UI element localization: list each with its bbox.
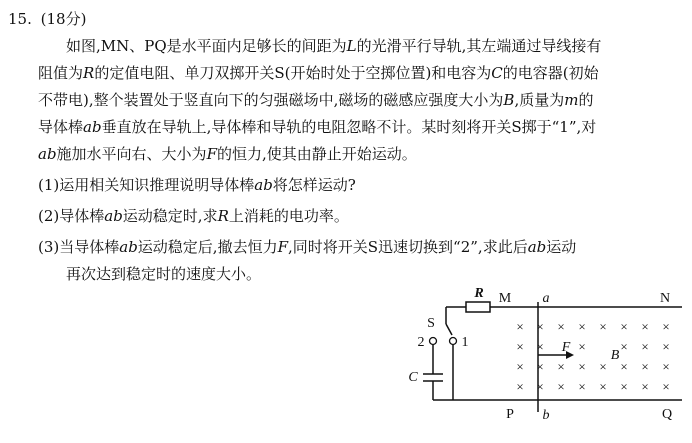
math-symbol: B [503, 91, 515, 109]
math-symbol: ab [254, 176, 273, 194]
text-run: 的 [578, 91, 594, 109]
field-cross: × [641, 379, 649, 394]
field-cross: × [662, 379, 670, 394]
text-run: ,质量为 [514, 91, 565, 109]
text-run: 运动稳定时,求 [122, 207, 218, 225]
problem-score: (18分) [40, 10, 87, 28]
switch-blade [446, 324, 452, 335]
label-1: 1 [461, 335, 469, 350]
field-cross: × [578, 339, 586, 354]
field-cross: × [620, 379, 628, 394]
magnetic-field-crosses [516, 319, 669, 394]
text-run: (2)导体棒 [38, 207, 105, 225]
field-cross: × [641, 359, 649, 374]
field-cross: × [662, 359, 670, 374]
text-run: 运动 [546, 238, 577, 256]
field-cross: × [599, 359, 607, 374]
math-symbol: ab [38, 145, 57, 163]
field-cross: × [578, 379, 586, 394]
text-run: 上消耗的电功率。 [228, 207, 349, 225]
label-r: R [474, 286, 484, 301]
label-m: M [498, 291, 512, 306]
text-run: 的恒力,使其由静止开始运动。 [216, 145, 417, 163]
field-cross: × [620, 319, 628, 334]
field-cross: × [516, 379, 524, 394]
field-cross: × [536, 379, 544, 394]
label-f: F [561, 340, 571, 355]
field-cross: × [516, 319, 524, 334]
switch-contact-2 [430, 338, 437, 345]
text-run: 运动稳定后,撤去恒力 [137, 238, 278, 256]
problem-number: 15. [8, 10, 32, 28]
label-n: N [659, 291, 671, 306]
field-cross: × [536, 339, 544, 354]
field-cross: × [662, 319, 670, 334]
switch-contact-1 [450, 338, 457, 345]
label-a: a [542, 291, 550, 306]
math-symbol: R [217, 207, 229, 225]
text-run: 导体棒 [38, 118, 84, 136]
math-symbol: ab [119, 238, 138, 256]
field-cross: × [557, 319, 565, 334]
field-cross: × [557, 359, 565, 374]
field-cross: × [641, 339, 649, 354]
field-cross: × [578, 359, 586, 374]
math-symbol: m [564, 91, 579, 109]
resistor [466, 302, 490, 312]
field-cross: × [557, 379, 565, 394]
text-run: 施加水平向右、大小为 [56, 145, 207, 163]
field-cross: × [536, 319, 544, 334]
field-cross: × [599, 379, 607, 394]
math-symbol: F [206, 145, 217, 163]
text-run: 不带电),整个装置处于竖直向下的匀强磁场中,磁场的磁感应强度大小为 [38, 91, 504, 109]
text-run: 垂直放在导轨上,导体棒和导轨的电阻忽略不计。某时刻将开关S掷于“1”,对 [101, 118, 597, 136]
text-run: 的电容器(初始 [502, 64, 599, 82]
text-run: ,同时将开关S迅速切换到“2”,求此后 [288, 238, 528, 256]
label-s: S [427, 316, 435, 331]
field-cross: × [536, 359, 544, 374]
math-symbol: R [83, 64, 95, 82]
text-run: 如图,MN、PQ是水平面内足够长的间距为 [66, 37, 347, 55]
label-q: Q [661, 407, 673, 422]
math-symbol: C [491, 64, 503, 82]
field-cross: × [620, 339, 628, 354]
field-cross: × [578, 319, 586, 334]
text-run: 的定值电阻、单刀双掷开关S(开始时处于空掷位置)和电容为 [94, 64, 492, 82]
field-cross: × [641, 319, 649, 334]
text-run: (3)当导体棒 [38, 238, 120, 256]
label-b-rod: b [542, 408, 550, 423]
field-cross: × [662, 339, 670, 354]
text-run: 阻值为 [38, 64, 84, 82]
math-symbol: L [346, 37, 357, 55]
math-symbol: ab [527, 238, 547, 256]
math-symbol: ab [83, 118, 102, 136]
field-cross: × [516, 339, 524, 354]
math-symbol: ab [104, 207, 123, 225]
field-cross: × [599, 319, 607, 334]
field-cross: × [516, 359, 524, 374]
label-p: P [506, 407, 514, 422]
text-run: 再次达到稳定时的速度大小。 [66, 265, 262, 283]
label-c: C [408, 370, 418, 385]
text-run: (1)运用相关知识推理说明导体棒 [38, 176, 255, 194]
field-cross: × [620, 359, 628, 374]
math-symbol: F [277, 238, 288, 256]
text-run: 的光滑平行导轨,其左端通过导线接有 [356, 37, 602, 55]
text-run: 将怎样运动? [272, 176, 356, 194]
label-2: 2 [417, 335, 425, 350]
label-b-field: B [610, 348, 620, 363]
